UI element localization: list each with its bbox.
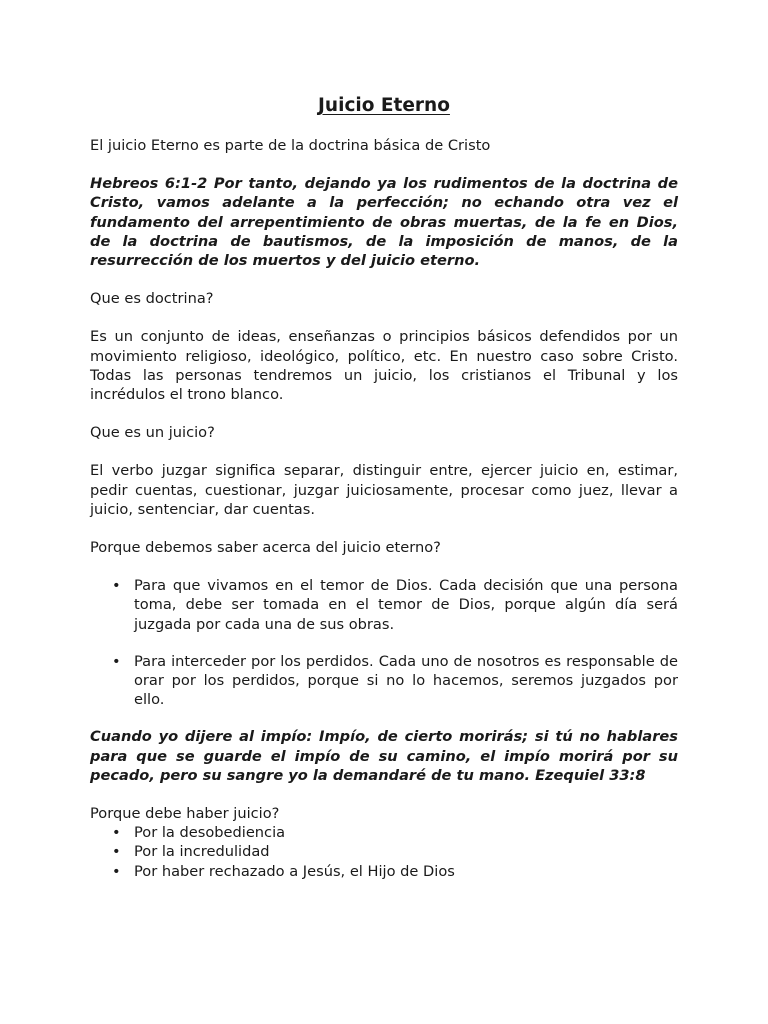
hebrews-verse: Hebreos 6:1-2 Por tanto, dejando ya los rudimentos de la doctrina de Cristo, vamos adelante a la perfección; no echando otra vez el fundamento del arrepentimiento de obras muertas, de la fe en Dios, de la doctrina de bautismos, de la imposición de manos, de la resurrección de los muertos y del juicio eterno. [90,175,678,270]
page-title: Juicio Eterno [318,95,450,116]
list-item-text: Por la incredulidad [134,843,270,861]
list-item-text: Para interceder por los perdidos. Cada uno de nosotros es responsable de orar por los perdidos, porque si no lo hacemos, seremos juzgados por ello. [134,652,678,709]
list-item [90,576,678,634]
bullet-icon: • [112,843,121,861]
list-item [90,652,678,710]
list-item-text: Por la desobediencia [134,824,286,842]
bullet-icon: • [112,577,121,595]
list-item-text: Por haber rechazado a Jesús, el Hijo de Dios [134,862,455,880]
list-item-text: Para que vivamos en el temor de Dios. Cada decisión que una persona toma, debe ser tomada en el temor de Dios, porque algún día será juzgada por cada una de sus obras. [134,577,678,633]
list-item [90,842,678,861]
reasons-list [90,576,678,709]
list-item [90,862,678,881]
intro-paragraph: El juicio Eterno es parte de la doctrina básica de Cristo [90,137,491,154]
bullet-icon: • [112,652,121,670]
bullet-icon: • [112,824,121,842]
question-doctrine: Que es doctrina? [90,290,214,308]
question-judgment: Que es un juicio? [90,424,215,442]
question-why-know: Porque debemos saber acerca del juicio eterno? [90,539,441,557]
answer-doctrine: Es un conjunto de ideas, enseñanzas o principios básicos defendidos por un movimiento religioso, ideológico, político, etc. En nuestro caso sobre Cristo. Todas las personas tendremos un juicio, los cristianos el Tribunal y los incrédulos el trono blanco. [90,328,678,404]
answer-judgment: El verbo juzgar significa separar, distinguir entre, ejercer juicio en, estimar, pedir cuentas, cuestionar, juzgar juiciosamente, procesar como juez, llevar a juicio, sentenciar, dar cuentas. [90,462,678,518]
ezekiel-verse: Cuando yo dijere al impío: Impío, de cierto morirás; si tú no hablares para que se guarde el impío de su camino, el impío morirá por su pecado, pero su sangre yo la demandaré de tu mano. Ezequiel 33:8 [90,728,678,784]
bullet-icon: • [112,862,121,880]
list-item [90,823,678,842]
document-page [90,94,678,881]
causes-list [90,823,678,881]
question-why-judgment: Porque debe haber juicio? [90,805,280,823]
